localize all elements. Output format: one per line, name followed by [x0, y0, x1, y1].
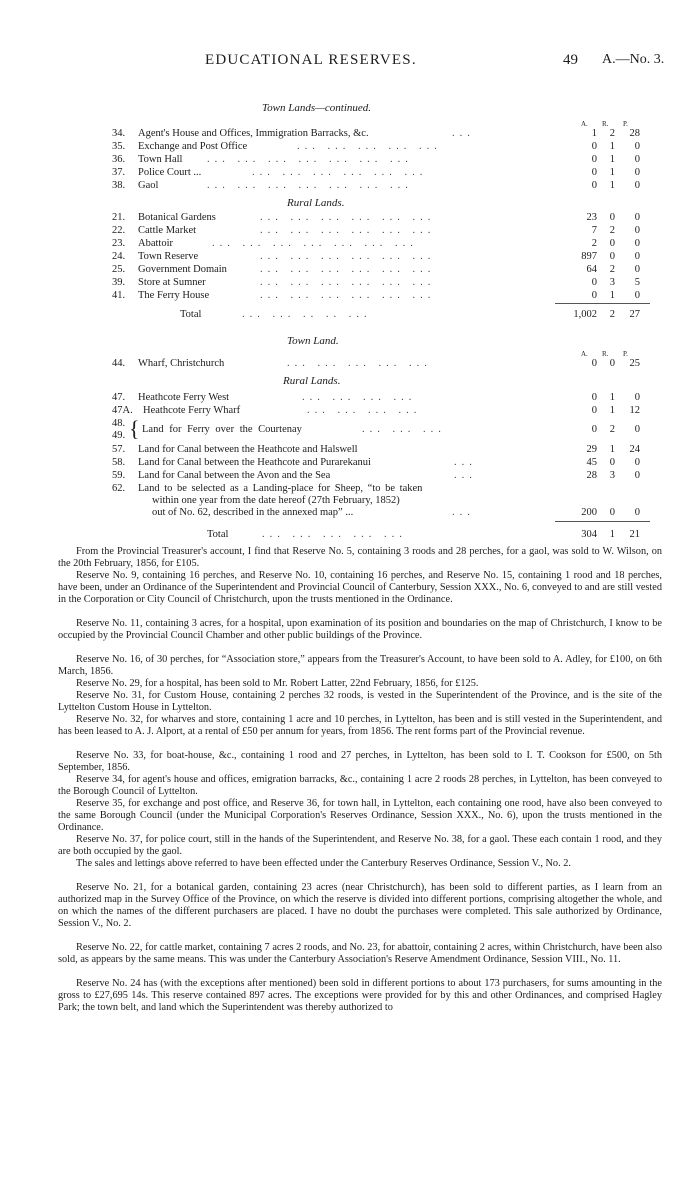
paragraph: Reserve No. 16, of 30 perches, for “Association store,” appears from the Treasurer's Account, to have been sold to A. Adley, for £100, on 6th March, 1856.: [58, 654, 662, 677]
sum-rule: [555, 303, 650, 304]
table-row: 25. Government Domain ... ... ... ... ... ... 64 2 0: [112, 264, 640, 275]
section-title-rural-lands-2: Rural Lands.: [283, 375, 341, 387]
col-perches: P.: [623, 350, 628, 358]
table-row: 41. The Ferry House ... ... ... ... ... ... 0 1 0: [112, 290, 640, 301]
table-row: 35. Exchange and Post Office ... ... ... ... ... 0 1 0: [112, 141, 640, 152]
table-row: 39. Store at Sumner ... ... ... ... ... ... 0 3 5: [112, 277, 640, 288]
section-title-rural-lands: Rural Lands.: [287, 197, 345, 209]
document-reference: A.—No. 3.: [602, 52, 665, 67]
paragraph: Reserve No. 9, containing 16 perches, and Reserve No. 10, containing 16 perches, and Reserve No. 15, containing 1 rood and 18 perches, have been, under an Ordinance of the Superintendent and Provincial Council of Canterbury, Session XXX., No. 6, conveyed to and are still vested in the Corporation or City Council of Christchurch, upon the trusts mentioned in the Ordinance.: [58, 570, 662, 605]
paragraph: The sales and lettings above referred to have been effected under the Canterbury Reserves Ordinance, Session V., No. 2.: [76, 858, 571, 869]
col-roods: R.: [602, 350, 609, 358]
table-row: 47. Heathcote Ferry West ... ... ... ... 0 1 0: [112, 392, 640, 403]
table-row: 44. Wharf, Christchurch ... ... ... ... ... 0 0 25: [112, 358, 640, 369]
paragraph: Reserve No. 31, for Custom House, containing 2 perches 32 roods, is vested in the Superintendent of the Province, and is the site of the Lyttelton Custom House in Lyttelton.: [58, 690, 662, 713]
table-row: 34. Agent's House and Offices, Immigration Barracks, &c. ... 1 2 28: [112, 128, 640, 139]
table-row: 59. Land for Canal between the Avon and the Sea ... 28 3 0: [112, 470, 640, 481]
table-row: 37. Police Court ... ... ... ... ... ... ... 0 1 0: [112, 167, 640, 178]
col-roods: R.: [602, 120, 609, 128]
brace-icon: {: [129, 416, 140, 441]
table-row-multiline: 62. Land to be selected as a Landing-place for Sheep, “to be taken within one year from the date hereof (27th February, 1852) out of No. 62, described in the annexed map” ... ... 200 0 0: [112, 483, 640, 518]
table-row: 58. Land for Canal between the Heathcote and Purarekanui ... 45 0 0: [112, 457, 640, 468]
section-title-town-lands: Town Lands—continued.: [262, 102, 372, 114]
paragraph: From the Provincial Treasurer's account, I find that Reserve No. 5, containing 3 roods and 28 perches, for a gaol, was sold to W. Wilson, on the 20th February, 1856, for £105.: [58, 546, 662, 569]
paragraph: Reserve No. 29, for a hospital, has been sold to Mr. Robert Latter, 22nd February, 1856, for £125.: [76, 678, 479, 689]
table-row: 21. Botanical Gardens ... ... ... ... ... ... 23 0 0: [112, 212, 640, 223]
col-acres: A.: [581, 120, 588, 128]
page-number: 49: [563, 52, 578, 68]
paragraph: Reserve No. 37, for police court, still in the hands of the Superintendent, and Reserve No. 38, for a gaol. These each contain 1 rood, and they are both occupied by the gaol.: [58, 834, 662, 857]
table-row: 57. Land for Canal between the Heathcote and Halswell 29 1 24: [112, 444, 640, 455]
table-row: 36. Town Hall ... ... ... ... ... ... ... 0 1 0: [112, 154, 640, 165]
page-header: [0, 52, 700, 72]
total-label: Total: [207, 529, 229, 540]
section-title-town-land: Town Land.: [287, 335, 339, 347]
table-row: 47A. Heathcote Ferry Wharf ... ... ... ... 0 1 12: [112, 405, 640, 416]
paragraph: Reserve No. 22, for cattle market, containing 7 acres 2 roods, and No. 23, for abattoir, containing 2 acres, within Christchurch, have been also sold, as appears by the same means. This was under the Canterbury Association's Reserve Amendment Ordinance, Session VIII., No. 11.: [58, 942, 662, 965]
paragraph: Reserve No. 21, for a botanical garden, containing 23 acres (near Christchurch), has been sold to different parties, as I learn from an authorized map in the Survey Office of the Province, on which the reserve is divided into different portions, comprising altogether the whole, and on which the names of the different purchasers are placed. I have no doubt the purchases were completed. This sale authorized by Ordinance, Session V., No. 2.: [58, 882, 662, 929]
table-row-braced: 48. 49. { Land for Ferry over the Courtenay ... ... ... 0 2 0: [112, 416, 640, 441]
col-acres: A.: [581, 350, 588, 358]
document-page: EDUCATIONAL RESERVES. 49 A.—No. 3. Town Lands—continued. A. R. P. 34. Agent's House and Offices, Immigration Barracks, &c. ... 1 2 28 35. Exchange and Post Office ... ... ... ... ... 0 1 0 36. Town Hall ... ... ... ... ... ... ... 0 1 0 37. Police Court ... ... ... ... ... ... ... 0 1 0 38. Gaol ... ... ... ... ... ... ... 0 1 0 Rural Lands. 21. Botanical Gardens ... ... ... ... ... ... 23 0 0 22. Cattle Market ... ... ... ... ... ... 7 2 0 23. Abattoir ... ... ... ... ... ... ... 2 0 0 24. Town Reserve ... ... ... ... ... ... 897 0 0 25. Government Domain ... ... ... ... ... ... 64 2 0 39. Store at Sumner ... ... ... ... ... ... 0 3 5 41. The Ferry House ... ... ... ... ... ... 0 1 0 Total ... ... .. .. ... 1,002 2 27 Town Land. A. R. P. 44. Wharf, Christchurch ... ... ... ... ... 0 0 25 Rural Lands. 47. Heathcote Ferry West ... ... ... ... 0 1 0 47A. Heathcote Ferry Wharf ... ... ... ... 0 1 12 48. 49. { Land for Ferry over the Courtenay ... ... ... 0 2 0 57. Land for Canal between the Heathcote and Halswell 29 1 24 58. Land for Canal between the Heathcote and Purarekanui ... 45 0 0 59. Land for Canal between the Avon and the Sea ... 28 3 0 62. Land to be selected as a Landing-place for Sheep, “to be taken within one year from the date hereof (27th February, 1852) out of No. 62, described in the annexed map” ... ... 200 0 0 Total ... ... ... ... ... 304 1 21 From the Provincial Treasurer's account, I find that Reserve No. 5, containing 3 roods and 28 perches, for a gaol, was sold to W. Wilson, on the 20th February, 1856, for £105. Reserve No. 9, containing 16 perches, and Reserve No. 10, containing 16 perches, and Reserve No. 15, containing 1 rood and 18 perches, have been, under an Ordinance of the Superintendent and Provincial Council of Canterbury, Session XXX., No. 6, conveyed to and are still vested in the Corporation or City Council of Christchurch, upon the trusts mentioned in the Ordinance. Reserve No. 11, containing 3 acres, for a hospital, upon examination of its position and boundaries on the map of Christchurch, I know to be occupied by the Provincial Council Chamber and other public buildings of the Province. Reserve No. 16, of 30 perches, for “Association store,” appears from the Treasurer's Account, to have been sold to A. Adley, for £100, on 6th March, 1856. Reserve No. 29, for a hospital, has been sold to Mr. Robert Latter, 22nd February, 1856, for £125. Reserve No. 31, for Custom House, containing 2 perches 32 roods, is vested in the Superintendent of the Province, and is the site of the Lyttelton Custom House in Lyttelton. Reserve No. 32, for wharves and store, containing 1 acre and 10 perches, in Lyttelton, has been and is still vested in the Superintendent, and has been leased to A. J. Alport, at a rental of £50 per annum for years, from 1856. The rent forms part of the Provincial revenue. Reserve No. 33, for boat-house, &c., containing 1 rood and 27 perches, in Lyttelton, has been sold to I. T. Cookson for £500, on 5th September, 1856. Reserve 34, for agent's house and offices, emigration barracks, &c., containing 1 acre 2 roods 28 perches, in Lyttelton, has been conveyed to the Borough Council of Lyttelton. Reserve 35, for exchange and post office, and Reserve 36, for town hall, in Lyttelton, each containing one rood, have also been conveyed to the same Borough Council (under the Municipal Corporation's Reserves Ordinance, Session XXX., No. 6), upon the trusts mentioned in the Ordinance. Reserve No. 37, for police court, still in the hands of the Superintendent, and Reserve No. 38, for a gaol. These each contain 1 rood, and they are both occupied by the gaol. The sales and lettings above referred to have been effected under the Canterbury Reserves Ordinance, Session V., No. 2. Reserve No. 21, for a botanical garden, containing 23 acres (near Christchurch), has been sold to different parties, as I learn from an authorized map in the Survey Office of the Province, on which the reserve is divided into different portions, comprising altogether the whole, and on which the names of the different purchasers are placed. I have no doubt the purchases were completed. This sale authorized by Ordinance, Session V., No. 2. Reserve No. 22, for cattle market, containing 7 acres 2 roods, and No. 23, for abattoir, containing 2 acres, within Christchurch, have been also sold, as appears by the same means. This was under the Canterbury Association's Reserve Amendment Ordinance, Session VIII., No. 11. Reserve No. 24 has (with the exceptions after mentioned) been sold in different portions to about 173 purchasers, for sums amounting in the gross to £27,695 14s. This reserve contained 897 acres. The exceptions were provided for by this and other Ordinances, and comprised Hagley Park; the town belt, and land which the Superintendent was thereby authorized to: [0, 0, 700, 1181]
paragraph: Reserve No. 33, for boat-house, &c., containing 1 rood and 27 perches, in Lyttelton, has been sold to I. T. Cookson for £500, on 5th September, 1856.: [58, 750, 662, 773]
total-label: Total: [180, 309, 202, 320]
paragraph: Reserve No. 24 has (with the exceptions after mentioned) been sold in different portions to about 173 purchasers, for sums amounting in the gross to £27,695 14s. This reserve contained 897 acres. The exceptions were provided for by this and other Ordinances, and comprised Hagley Park; the town belt, and land which the Superintendent was thereby authorized to: [58, 978, 662, 1013]
paragraph: Reserve 34, for agent's house and offices, emigration barracks, &c., containing 1 acre 2 roods 28 perches, in Lyttelton, has been conveyed to the Borough Council of Lyttelton.: [58, 774, 662, 797]
table-row: 22. Cattle Market ... ... ... ... ... ... 7 2 0: [112, 225, 640, 236]
paragraph: Reserve 35, for exchange and post office, and Reserve 36, for town hall, in Lyttelton, each containing one rood, have also been conveyed to the same Borough Council (under the Municipal Corporation's Reserves Ordinance, Session XXX., No. 6), upon the trusts mentioned in the Ordinance.: [58, 798, 662, 833]
table-row: 24. Town Reserve ... ... ... ... ... ... 897 0 0: [112, 251, 640, 262]
paragraph: Reserve No. 32, for wharves and store, containing 1 acre and 10 perches, in Lyttelton, has been and is still vested in the Superintendent, and has been leased to A. J. Alport, at a rental of £50 per annum for years, from 1856. The rent forms part of the Provincial revenue.: [58, 714, 662, 737]
running-title: EDUCATIONAL RESERVES.: [205, 52, 417, 68]
table-row: 23. Abattoir ... ... ... ... ... ... ... 2 0 0: [112, 238, 640, 249]
sum-rule: [555, 521, 650, 522]
table-row: 38. Gaol ... ... ... ... ... ... ... 0 1 0: [112, 180, 640, 191]
col-perches: P.: [623, 120, 628, 128]
paragraph: Reserve No. 11, containing 3 acres, for a hospital, upon examination of its position and boundaries on the map of Christchurch, I know to be occupied by the Provincial Council Chamber and other public buildings of the Province.: [58, 618, 662, 641]
